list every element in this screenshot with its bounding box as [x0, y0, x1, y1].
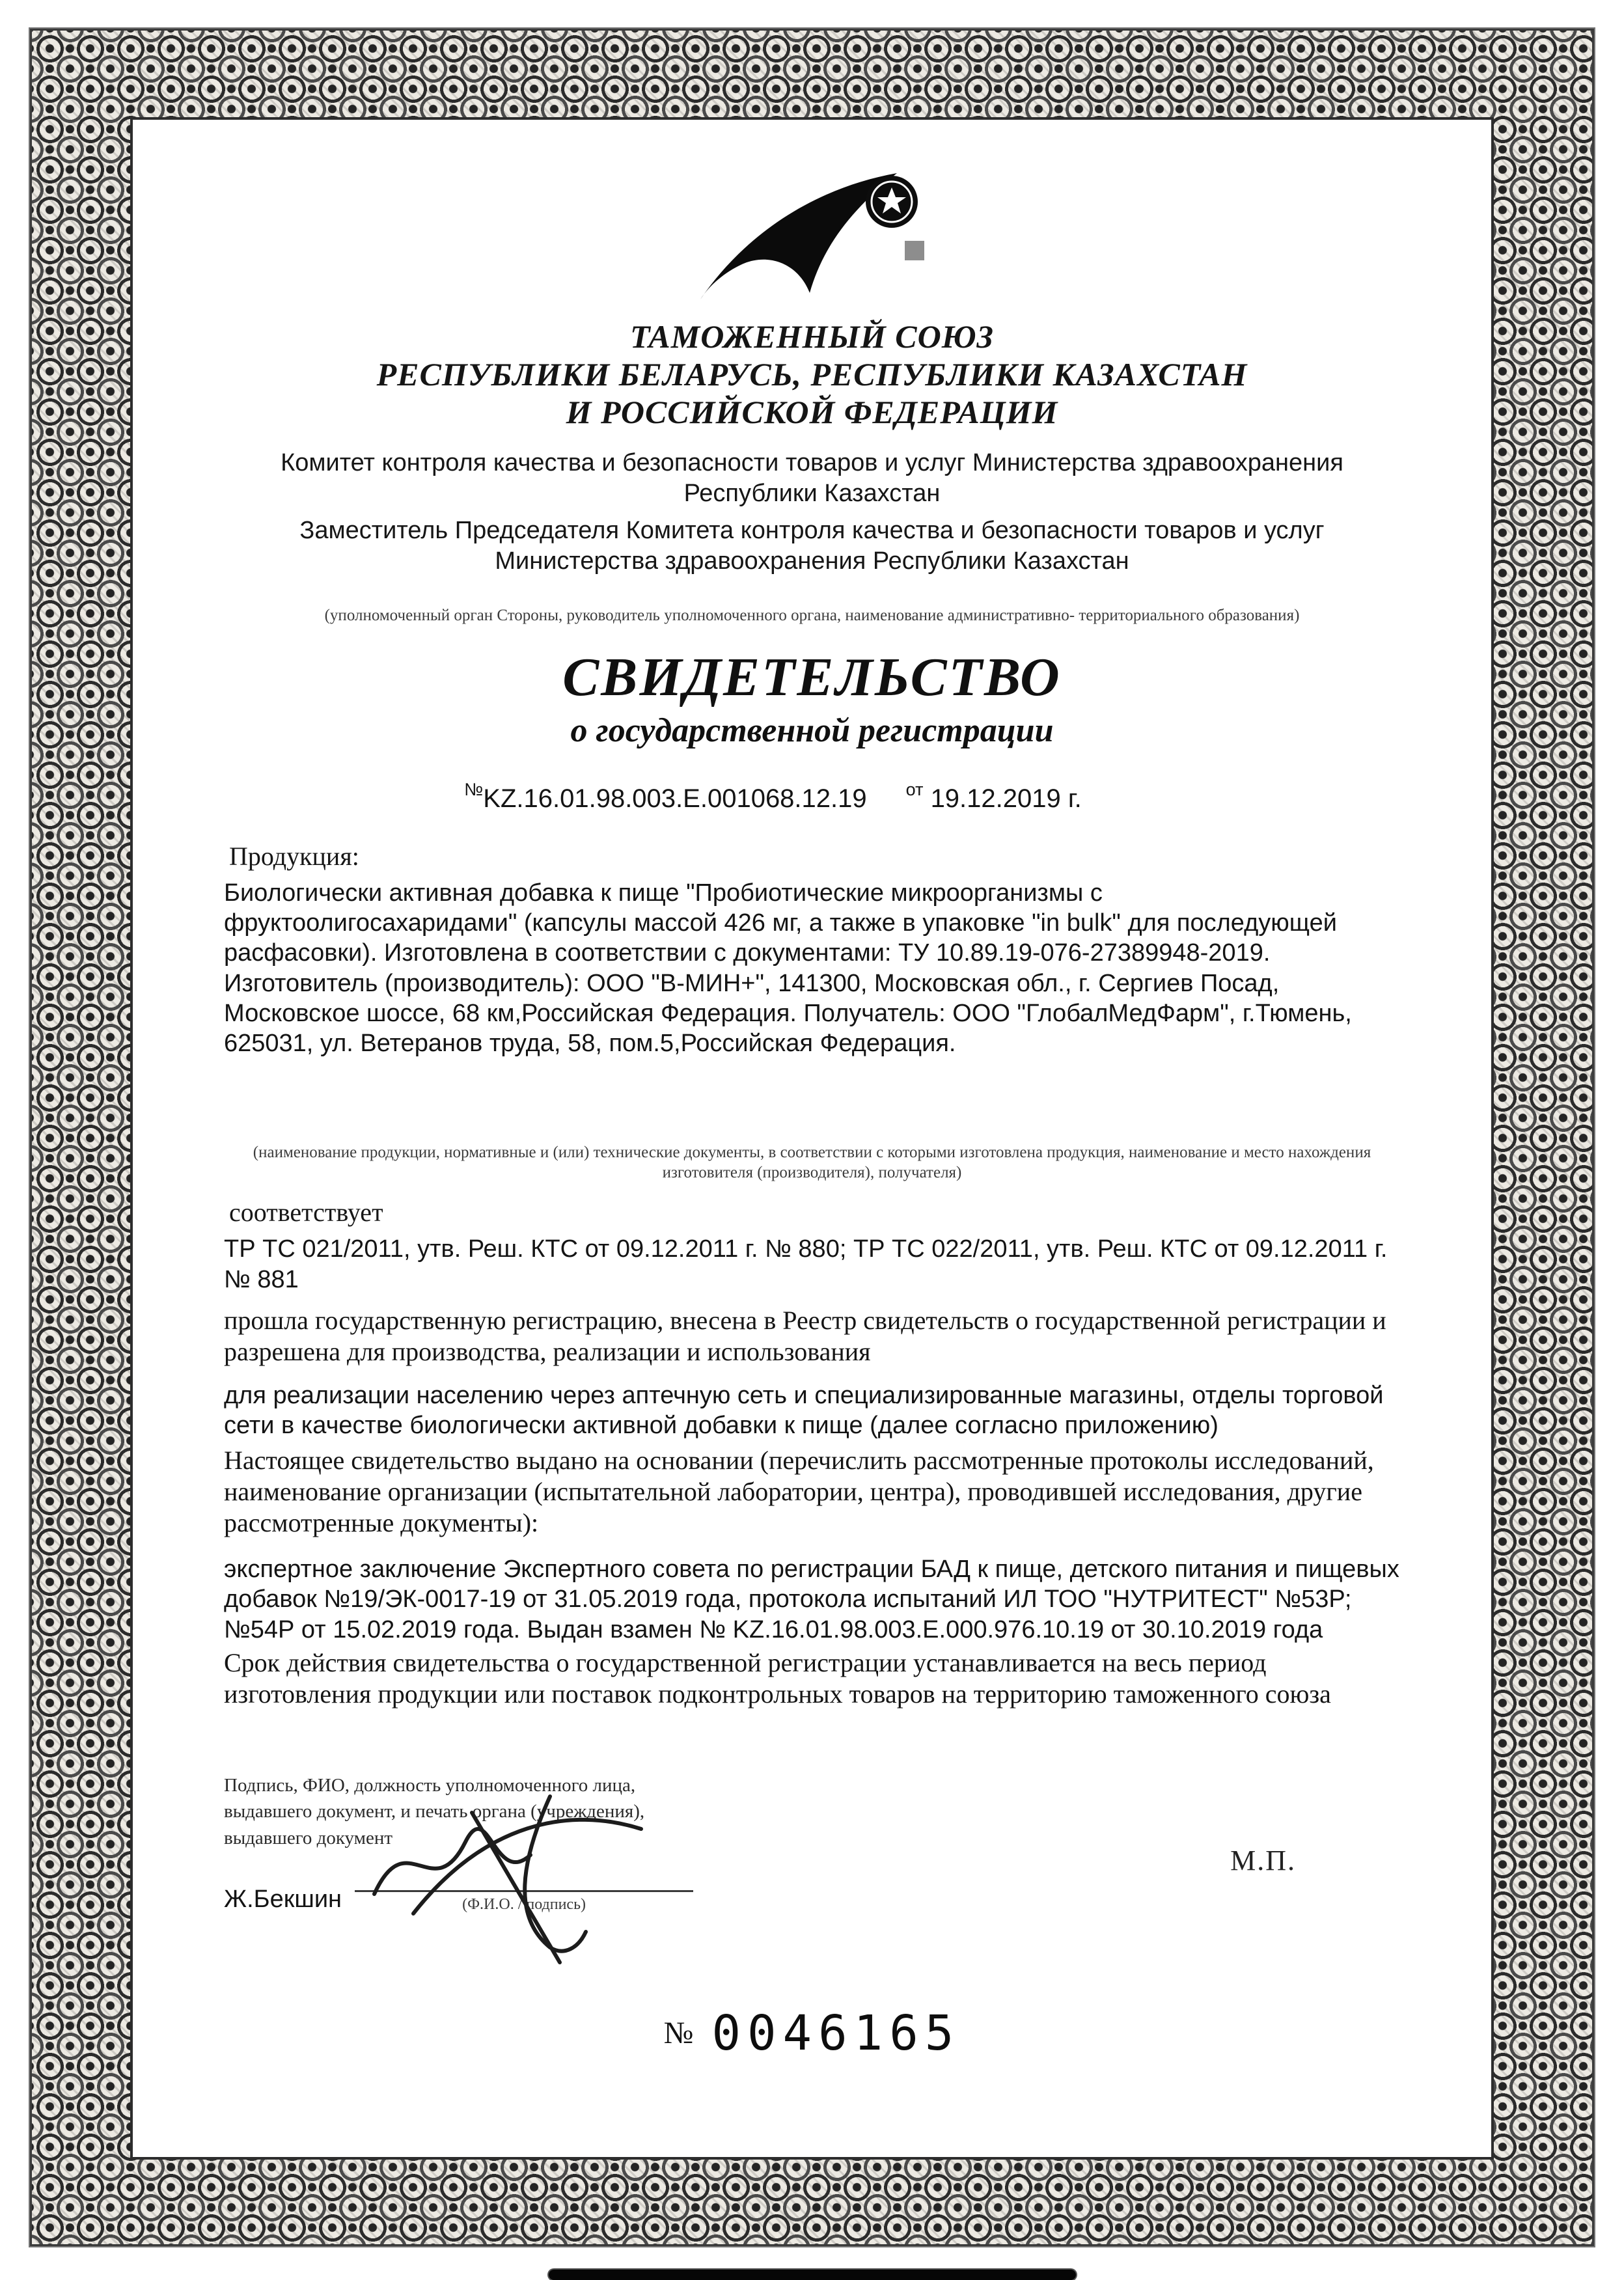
number-sign: № — [464, 779, 484, 799]
technical-regulations: ТР ТС 021/2011, утв. Реш. КТС от 09.12.2011 г. № 880; ТР ТС 022/2011, утв. Реш. КТС от 09.12.2011 г. № 881 — [224, 1235, 1388, 1293]
date-label: от — [905, 779, 924, 799]
signature-caption: (Ф.И.О. / подпись) — [462, 1895, 586, 1913]
stamp-place-label: М.П. — [1230, 1844, 1296, 1876]
signer-footnote: Подпись, ФИО, должность уполномоченного лица, выдавшего документ, и печать органа (учреждения), выдавшего документ — [224, 1774, 645, 1849]
certificate-sheet — [130, 117, 1494, 2160]
customs-union-emblem-icon — [682, 161, 943, 311]
certificate-number-line — [185, 780, 1361, 814]
validity-statement: Срок действия свидетельства о государственной регистрации устанавливается на весь период изготовления продукции или поставок подконтрольных товаров на территорию таможенного союза — [224, 1647, 1331, 1709]
authority-footnote: (уполномоченный орган Стороны, руководитель уполномоченного органа, наименование административно- территориального образования) — [324, 607, 1300, 625]
document-title: СВИДЕТЕЛЬСТВО — [562, 646, 1062, 707]
product-label: Продукция: — [229, 841, 359, 871]
basis-intro: Настоящее свидетельство выдано на основании (перечислить рассмотренные протоколы исследований, наименование организации (испытательной лаборатории, центра), проводившей исследования, другие рассмотренные документы): — [224, 1445, 1374, 1537]
certificate-date: 19.12.2019 г. — [930, 784, 1082, 813]
usage-statement: для реализации населению через аптечную сеть и специализированные магазины, отделы торговой сети в качестве биологически активной добавки к пище (далее согласно приложению) — [224, 1382, 1384, 1440]
product-footnote: (наименование продукции, нормативные и (или) технические документы, в соответствии с которыми изготовлена продукция, наименование и место нахождения изготовителя (производителя), получателя) — [253, 1143, 1371, 1182]
corresponds-label: соответствует — [229, 1198, 383, 1228]
serial-number-line — [224, 2005, 1400, 2061]
registration-statement: прошла государственную регистрацию, внесена в Реестр свидетельств о государственной регистрации и разрешена для производства, реализации и использования — [224, 1306, 1386, 1367]
serial-number: 0046165 — [711, 2005, 961, 2061]
union-title-line1: ТАМОЖЕННЫЙ СОЮЗ — [630, 318, 994, 355]
signature-block — [224, 1772, 1400, 1987]
serial-number-sign: № — [663, 2015, 694, 2050]
signature-line — [355, 1890, 693, 1892]
document-subtitle: о государственной регистрации — [570, 711, 1054, 749]
scan-artifact-bar — [549, 2270, 1076, 2280]
union-title-line3: И РОССИЙСКОЙ ФЕДЕРАЦИИ — [566, 394, 1058, 430]
signature-area — [224, 1886, 1400, 1914]
union-title-line2: РЕСПУБЛИКИ БЕЛАРУСЬ, РЕСПУБЛИКИ КАЗАХСТАН — [376, 356, 1248, 392]
issuing-official: Заместитель Председателя Комитета контроля качества и безопасности товаров и услуг Министерства здравоохранения Республики Казахстан — [299, 517, 1325, 575]
issuing-authority: Комитет контроля качества и безопасности товаров и услуг Министерства здравоохранения Республики Казахстан — [281, 449, 1343, 508]
certificate-number: KZ.16.01.98.003.E.001068.12.19 — [483, 784, 867, 813]
union-title — [224, 318, 1400, 431]
signer-name: Ж.Бекшин — [224, 1885, 342, 1913]
signature-line-area — [355, 1890, 693, 1914]
expert-conclusion: экспертное заключение Экспертного совета по регистрации БАД к пище, детского питания и пищевых добавок №19/ЭК-0017-19 от 31.05.2019 года, протокола испытаний ИЛ ТОО "НУТРИТЕСТ" №53Р; №54Р от 15.02.2019 года. Выдан взамен № KZ.16.01.98.003.E.000.976.10.19 от 30.10.2019 года — [224, 1555, 1399, 1643]
product-description: Биологически активная добавка к пище "Пробиотические микроорганизмы с фруктоолигосахаридами" (капсулы массой 426 мг, а также в упаковке "in bulk" для последующей расфасовки). Изготовлена в соответствии с документами: ТУ 10.89.19-076-27389948-2019. Изготовитель (производитель): ООО "В-МИН+", 141300, Московская обл., г. Сергиев Посад, Московское шоссе, 68 км,Российская Федерация. Получатель: ООО "ГлобалМедФарм", г.Тюмень, 625031, ул. Ветеранов труда, 58, пом.5,Российская Федерация. — [224, 879, 1352, 1058]
